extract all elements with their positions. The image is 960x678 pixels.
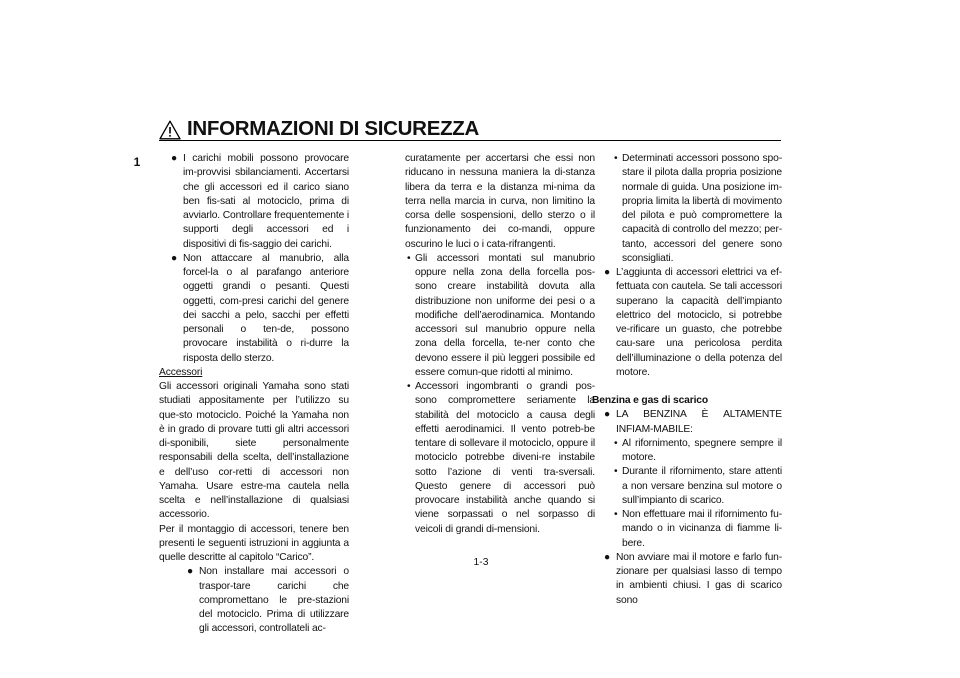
bullet-dot-icon: ●: [171, 153, 178, 164]
bullet-small-icon: •: [614, 153, 618, 164]
page-header: [159, 116, 781, 144]
list-item: ● LA BENZINA È ALTAMENTE INFIAM-MABILE:: [604, 409, 782, 435]
list-item: ● Non avviare mai il motore e farlo fun-zionare per qualsiasi lasso di tempo in ambienti chiusi. I gas di scarico sono: [604, 551, 782, 606]
list-item: ● Non installare mai accessori o traspor-tare carichi che compromettano le pre-stazioni del motociclo. Prima di utilizzare gli accessori, controllateli ac-: [187, 566, 349, 635]
subheading-accessori: Accessori: [159, 366, 203, 378]
list-item: • Gli accessori montati sul manubrio oppure nella zona della forcella pos-sono creare instabilità dovuta alla distribuzione non uniforme dei pesi o a modifiche dell’aerodinamica. Montando accessori sul manubrio oppure nella zona della forcella, te-ner conto che devono essere il più leggeri possibile ed essere comun-que ridotti al minimo.: [407, 252, 595, 378]
list-item: ● I carichi mobili possono provocare im-provvisi sbilanciamenti. Accertarsi che gli accessori ed il carico siano ben fis-sati al motociclo, prima di avviarlo. Controllare frequentemente i supporti degli accessori ed i dispositivi di fis-saggio dei carichi.: [171, 153, 350, 250]
column-left: [159, 152, 349, 637]
chapter-tab: 1: [133, 155, 141, 169]
list-item: • Accessori ingombranti o grandi pos-sono compromettere seriamente la stabilità del motociclo a causa degli effetti aerodinamici. Il vento potreb-be tentare di sollevare il motociclo, oppure il motociclo potrebbe diveni-re instabile sotto l’azione di venti tra-sversali. Questo genere di accessori può provocare instabilità anche quando si viene sorpassati o nel sorpasso di veicoli di grandi di-mensioni.: [407, 381, 595, 535]
bullet-small-icon: •: [614, 509, 618, 520]
page-title: INFORMAZIONI DI SICUREZZA: [187, 117, 480, 140]
paragraph: Per il montaggio di accessori, tenere ben presenti le seguenti istruzioni in aggiunta a quelle descritte al capitolo “Carico”.: [159, 523, 349, 563]
list-item: • Non effettuare mai il rifornimento fu-mando o in vicinanza di fiamme li-bere.: [614, 509, 782, 549]
header-rule: [159, 140, 781, 141]
bullet-dot-icon: ●: [604, 267, 611, 278]
list-item: ● L’aggiunta di accessori elettrici va ef-fettuata con cautela. Se tali accessori superano la capacità dell’impianto elettrico del motociclo, si potrebbe ve-rificare un guasto, che potrebbe cau-sare una pericolosa perdita dell’illuminazione o della potenza del motore.: [604, 267, 782, 378]
section-heading: Benzina e gas di scarico: [592, 395, 709, 406]
page-number: 1-3: [473, 557, 489, 568]
bullet-small-icon: •: [407, 252, 411, 264]
paragraph: curatamente per accertarsi che essi non riducano in nessuna maniera la di-stanza libera da terra e la distanza mi-nima da terra nella marcia in curva, non limitino la corsa delle sospensioni, dello sterzo o il funzionamento dei co-mandi, oppure oscurino le luci o i cata-rifrangenti.: [405, 153, 595, 250]
column-middle: [405, 152, 595, 537]
list-item: • Durante il rifornimento, stare attenti a non versare benzina sul motore o sull’impianto di scarico.: [614, 466, 782, 506]
column-right: [592, 152, 782, 608]
bullet-small-icon: •: [407, 381, 411, 392]
bullet-dot-icon: ●: [604, 551, 611, 563]
warning-triangle-icon: [159, 120, 181, 140]
spacer: [592, 380, 782, 394]
paragraph: Gli accessori originali Yamaha sono stati studiati appositamente per l’utilizzo su que-sto motociclo. Poiché la Yamaha non è in grado di provare tutti gli altri accessori di-sponibili, siete personalmente responsabili della scelta, dell’installazione e dell’uso cor-retti di accessori non Yamaha. Usare estre-ma cautela nella scelta e nell’installazione di qualsiasi accessorio.: [159, 381, 349, 521]
bullet-dot-icon: ●: [187, 566, 194, 578]
bullet-small-icon: •: [614, 437, 618, 449]
list-item: ● Non attaccare al manubrio, alla forcel-la o al parafango anteriore oggetti grandi o pesanti. Questi oggetti, com-presi carichi del genere dei sacchi a pelo, sacchi per effetti personali o ten-de, possono provocare instabilità o ri-durre la risposta dello sterzo.: [171, 252, 349, 364]
bullet-dot-icon: ●: [171, 252, 178, 264]
list-item: • Al rifornimento, spegnere sempre il motore.: [614, 437, 782, 463]
bullet-dot-icon: ●: [604, 409, 611, 421]
list-item: • Determinati accessori possono spo-stare il pilota dalla propria posizione normale di guida. Una posizione im-propria limita la libertà di movimento del pilota e può compromettere la capacità di controllo del mezzo; per-tanto, accessori del genere sono sconsigliati.: [614, 153, 782, 264]
bullet-small-icon: •: [614, 466, 618, 478]
